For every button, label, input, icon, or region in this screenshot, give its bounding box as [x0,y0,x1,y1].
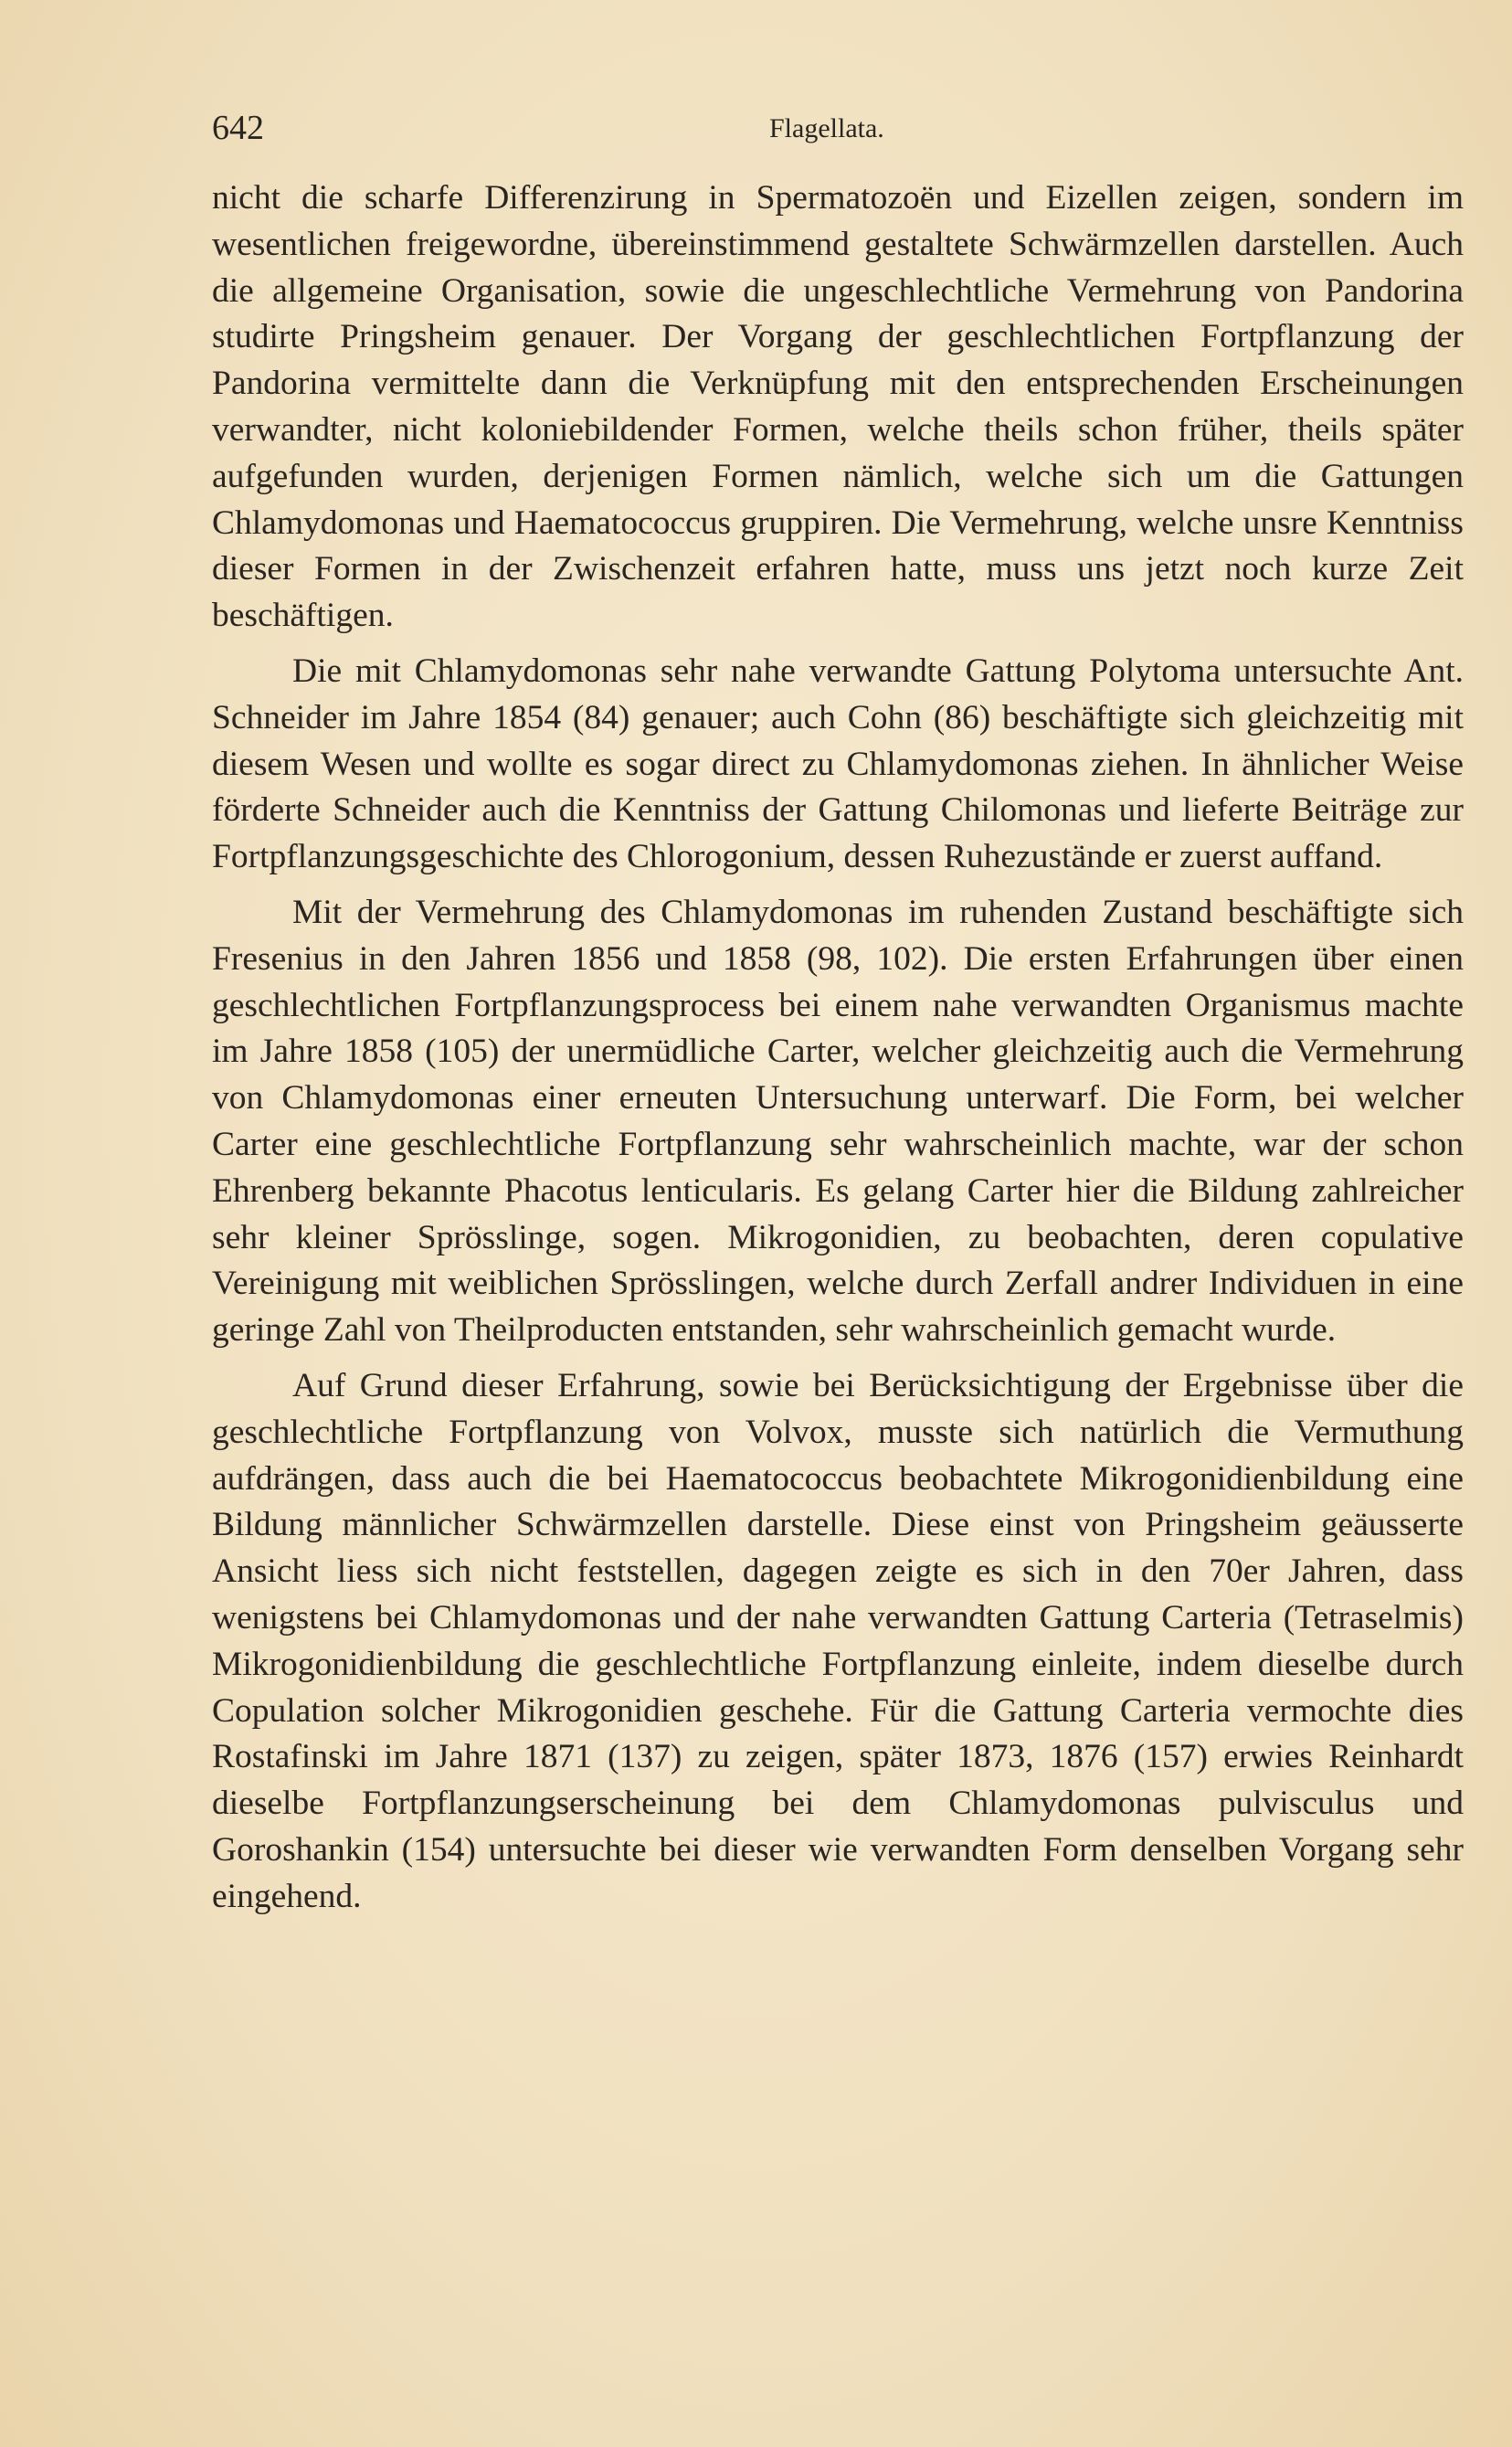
paragraph-continuation: nicht die scharfe Differenzirung in Spermatozoën und Eizellen zeigen, sondern im wesentlichen freigewordne, übereinstimmend gestaltete Schwärmzellen darstellen. Auch die allgemeine Organisation, sowie die ungeschlechtliche Vermehrung von Pandorina studirte Pringsheim genauer. Der Vorgang der geschlechtlichen Fortpflanzung der Pandorina vermittelte dann die Verknüpfung mit den entsprechenden Erscheinungen verwandter, nicht koloniebildender Formen, welche theils schon früher, theils später aufgefunden wurden, derjenigen Formen nämlich, welche sich um die Gattungen Chlamydomonas und Haematococcus gruppiren. Die Vermehrung, welche unsre Kenntniss dieser Formen in der Zwischenzeit erfahren hatte, muss uns jetzt noch kurze Zeit beschäftigen. [212,179,1464,635]
paragraph-fresenius-carter: Mit der Vermehrung des Chlamydomonas im ruhenden Zustand beschäftigte sich Fresenius in den Jahren 1856 und 1858 (98, 102). Die ersten Erfahrungen über einen geschlechtlichen Fortpflanzungsprocess bei einem nahe verwandten Organismus machte im Jahre 1858 (105) der unermüdliche Carter, welcher gleichzeitig auch die Vermehrung von Chlamydomonas einer erneuten Untersuchung unterwarf. Die Form, bei welcher Carter eine geschlechtliche Fortpflanzung sehr wahrscheinlich machte, war der schon Ehrenberg bekannte Phacotus lenticularis. Es gelang Carter hier die Bildung zahlreicher sehr kleiner Sprösslinge, sogen. Mikrogonidien, zu beobachten, deren copulative Vereinigung mit weiblichen Sprösslingen, welche durch Zerfall andrer Individuen in eine geringe Zahl von Theilproducten entstanden, sehr wahrscheinlich gemacht wurde. [212,893,1464,1350]
running-title: Flagellata. [769,113,884,143]
paragraph-polytoma: Die mit Chlamydomonas sehr nahe verwandte Gattung Polytoma untersuchte Ant. Schneider im Jahre 1854 (84) genauer; auch Cohn (86) beschäftigte sich gleichzeitig mit diesem Wesen und wollte es sogar direct zu Chlamydomonas ziehen. In ähnlicher Weise förderte Schneider auch die Kenntniss der Gattung Chilomonas und lieferte Beiträge zur Fortpflanzungsgeschichte des Chlorogonium, dessen Ruhezustände er zuerst auffand. [212,651,1464,876]
page-number: 642 [212,109,264,147]
body-text [212,175,1464,1920]
paragraph-mikrogonidien: Auf Grund dieser Erfahrung, sowie bei Berücksichtigung der Ergebnisse über die geschlechtliche Fortpflanzung von Volvox, musste sich natürlich die Vermuthung aufdrängen, dass auch die bei Haematococcus beobachtete Mikrogonidienbildung eine Bildung männlicher Schwärmzellen darstelle. Diese einst von Pringsheim geäusserte Ansicht liess sich nicht feststellen, dagegen zeigte es sich in den 70er Jahren, dass wenigstens bei Chlamydomonas und der nahe verwandten Gattung Carteria (Tetraselmis) Mikrogonidienbildung die geschlechtliche Fortpflanzung einleite, indem dieselbe durch Copulation solcher Mikrogonidien geschehe. Für die Gattung Carteria vermochte dies Rostafinski im Jahre 1871 (137) zu zeigen, später 1873, 1876 (157) erwies Reinhardt dieselbe Fortpflanzungserscheinung bei dem Chlamydomonas pulvisculus und Goroshankin (154) untersuchte bei dieser wie verwandten Form denselben Vorgang sehr eingehend. [212,1366,1464,1915]
page-header [212,108,1464,154]
